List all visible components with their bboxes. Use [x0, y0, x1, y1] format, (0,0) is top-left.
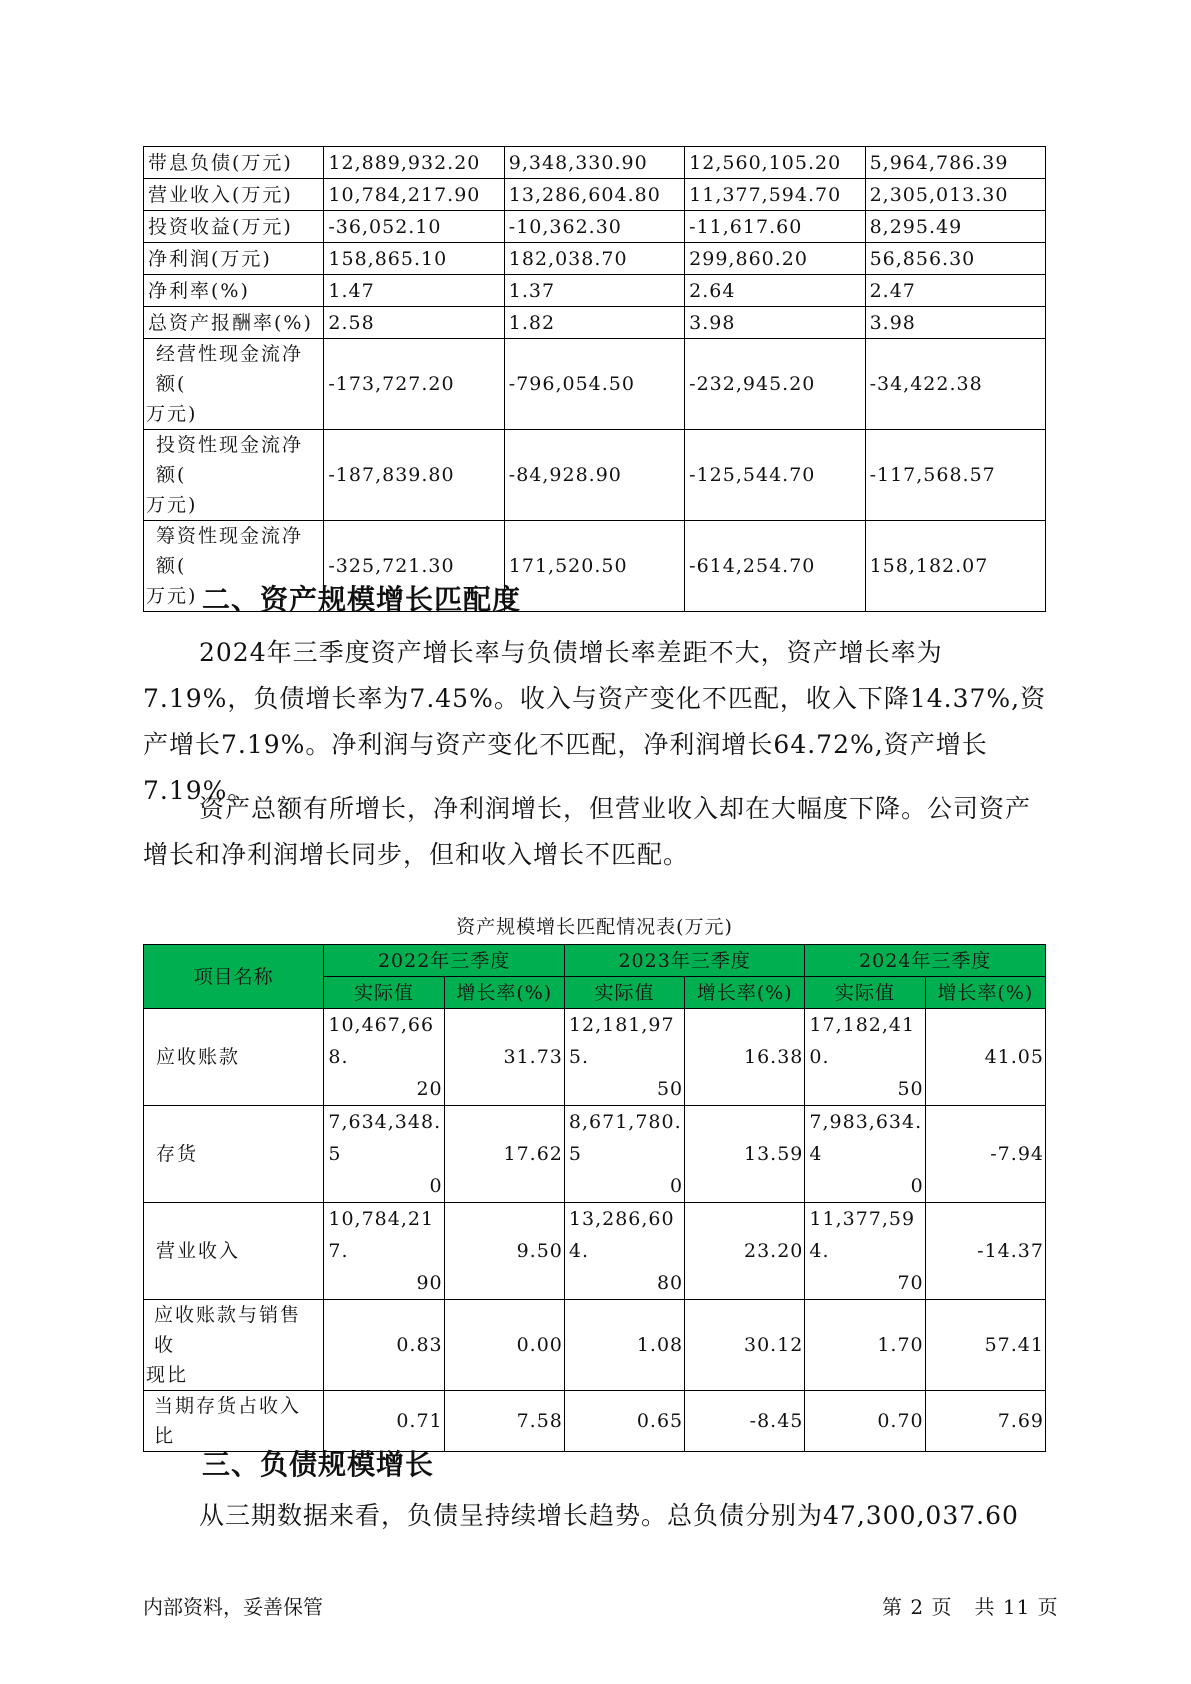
header-period-2023: 2023年三季度 [564, 945, 805, 977]
row-label-line-2: 现比 [146, 1364, 189, 1386]
actual-value-part-1: 10,784,217. [328, 1208, 435, 1262]
table-row [144, 211, 1046, 243]
row-label: 净利率(%) [144, 275, 324, 307]
row-label: 存货 [144, 1106, 324, 1203]
asset-growth-paragraph-2: 资产总额有所增长，净利润增长，但营业收入却在大幅度下降。公司资产增长和净利润增长同步，但和收入增长不匹配。 [143, 794, 1032, 869]
actual-value-part-1: 10,467,668. [328, 1014, 435, 1068]
table-cell: 1.37 [504, 275, 684, 307]
table-cell: 0.00 [444, 1300, 564, 1391]
footer-page-number: 第 2 页 共 11 页 [882, 1595, 1059, 1619]
table-cell: -173,727.20 [324, 339, 504, 430]
actual-value-part-1: 17,182,410. [809, 1014, 916, 1068]
table-cell: 171,520.50 [504, 521, 684, 612]
actual-value-part-1: 13,286,604. [568, 1208, 675, 1262]
actual-value-cell [564, 1106, 684, 1203]
actual-value-part-2: 0 [429, 1175, 443, 1197]
header-actual: 实际值 [324, 977, 444, 1009]
actual-value-part-2: 20 [416, 1078, 443, 1100]
row-label-line-1: 筹资性现金流净额( [156, 525, 304, 577]
header-growth: 增长率(%) [925, 977, 1045, 1009]
financial-indicators-table [143, 146, 1046, 612]
actual-value-part-2: 80 [656, 1272, 684, 1294]
table-cell: -84,928.90 [504, 430, 684, 521]
table-cell: 1.08 [564, 1300, 684, 1391]
table-cell: 7.58 [444, 1391, 564, 1452]
growth-rate-cell: 31.73 [444, 1009, 564, 1106]
table-cell: 9,348,330.90 [504, 147, 684, 179]
table-cell: 1.82 [504, 307, 684, 339]
table-cell: 7.69 [925, 1391, 1045, 1452]
table-cell: 8,295.49 [865, 211, 1045, 243]
row-label: 营业收入 [144, 1203, 324, 1300]
actual-value-cell [324, 1203, 444, 1300]
table-cell: 11,377,594.70 [685, 179, 865, 211]
actual-value-part-1: 8,671,780.5 [568, 1111, 682, 1165]
table-cell: -614,254.70 [685, 521, 865, 612]
actual-value-part-1: 7,634,348.5 [328, 1111, 442, 1165]
table-cell: 57.41 [925, 1300, 1045, 1391]
table-cell: 13,286,604.80 [504, 179, 684, 211]
row-label-line-2: 万元) [146, 403, 198, 425]
table-cell: 3.98 [865, 307, 1045, 339]
header-actual: 实际值 [564, 977, 684, 1009]
row-label: 营业收入(万元) [144, 179, 324, 211]
actual-value-part-2: 0 [670, 1175, 684, 1197]
actual-value-part-2: 70 [897, 1272, 924, 1294]
table-cell: 2,305,013.30 [865, 179, 1045, 211]
row-label: 应收账款 [144, 1009, 324, 1106]
actual-value-part-1: 11,377,594. [809, 1208, 916, 1262]
actual-value-part-2: 0 [910, 1175, 924, 1197]
table-cell: 0.70 [805, 1391, 925, 1452]
growth-rate-cell: 41.05 [925, 1009, 1045, 1106]
table-row [144, 1203, 1046, 1300]
header-growth: 增长率(%) [685, 977, 805, 1009]
actual-value-part-2: 50 [656, 1078, 684, 1100]
row-label-line-2: 万元) [146, 494, 198, 516]
table-cell: 182,038.70 [504, 243, 684, 275]
actual-value-cell [805, 1106, 925, 1203]
row-label: 总资产报酬率(%) [144, 307, 324, 339]
table-row [144, 275, 1046, 307]
footer-confidential-note: 内部资料，妥善保管 [143, 1595, 323, 1619]
table-cell: -8.45 [685, 1391, 805, 1452]
section-heading-asset-growth: 二、资产规模增长匹配度 [202, 583, 522, 616]
table-cell: 56,856.30 [865, 243, 1045, 275]
header-period-2024: 2024年三季度 [805, 945, 1046, 977]
table-cell: 0.71 [324, 1391, 444, 1452]
table-row [144, 1106, 1046, 1203]
header-actual: 实际值 [805, 977, 925, 1009]
asset-growth-paragraph-1: 2024年三季度资产增长率与负债增长率差距不大，资产增长率为7.19%，负债增长率为7.45%。收入与资产变化不匹配，收入下降14.37%,资产增长7.19%。净利润与资产变化不匹配，净利润增长64.72%,资产增长7.19%。 [143, 638, 1047, 805]
row-label [144, 339, 324, 430]
header-item-name: 项目名称 [144, 945, 324, 1009]
row-label: 投资收益(万元) [144, 211, 324, 243]
table-row [144, 179, 1046, 211]
table-cell: 12,560,105.20 [685, 147, 865, 179]
table-cell: 0.83 [324, 1300, 444, 1391]
table-cell: -11,617.60 [685, 211, 865, 243]
row-label-line-1: 经营性现金流净额( [156, 343, 304, 395]
table-row [144, 1300, 1046, 1391]
row-label: 净利润(万元) [144, 243, 324, 275]
actual-value-part-2: 90 [416, 1272, 443, 1294]
row-label-line-1: 应收账款与销售收 [154, 1304, 302, 1356]
row-label-line-2: 万元) [146, 585, 198, 607]
actual-value-part-2: 50 [897, 1078, 924, 1100]
table-cell: 0.65 [564, 1391, 684, 1452]
table-cell: 158,865.10 [324, 243, 504, 275]
table-row [144, 307, 1046, 339]
table-row [144, 243, 1046, 275]
table-row [144, 339, 1046, 430]
table-cell: -325,721.30 [324, 521, 504, 612]
table-cell: -36,052.10 [324, 211, 504, 243]
growth-rate-cell: 9.50 [444, 1203, 564, 1300]
table-cell: -125,544.70 [685, 430, 865, 521]
actual-value-cell [564, 1203, 684, 1300]
table-cell: -187,839.80 [324, 430, 504, 521]
table-row [144, 1009, 1046, 1106]
actual-value-cell [564, 1009, 684, 1106]
table-cell: -117,568.57 [865, 430, 1045, 521]
actual-value-cell [805, 1009, 925, 1106]
table-cell: 12,889,932.20 [324, 147, 504, 179]
table-cell: 3.98 [685, 307, 865, 339]
growth-rate-cell: -14.37 [925, 1203, 1045, 1300]
liability-growth-paragraph: 从三期数据来看，负债呈持续增长趋势。总负债分别为47,300,037.60 [199, 1501, 1019, 1530]
table-cell: -796,054.50 [504, 339, 684, 430]
growth-rate-cell: -7.94 [925, 1106, 1045, 1203]
header-period-2022: 2022年三季度 [324, 945, 565, 977]
actual-value-part-1: 12,181,975. [568, 1014, 675, 1068]
row-label-line-1: 投资性现金流净额( [156, 434, 304, 486]
actual-value-cell [324, 1009, 444, 1106]
header-growth: 增长率(%) [444, 977, 564, 1009]
actual-value-cell [324, 1106, 444, 1203]
growth-rate-cell: 17.62 [444, 1106, 564, 1203]
row-label [144, 430, 324, 521]
growth-rate-cell: 13.59 [685, 1106, 805, 1203]
table-cell: -232,945.20 [685, 339, 865, 430]
table-cell: 2.64 [685, 275, 865, 307]
growth-rate-cell: 16.38 [685, 1009, 805, 1106]
table-cell: -10,362.30 [504, 211, 684, 243]
table-cell: 10,784,217.90 [324, 179, 504, 211]
table-cell: 2.47 [865, 275, 1045, 307]
table-cell: 1.47 [324, 275, 504, 307]
table-cell: 299,860.20 [685, 243, 865, 275]
actual-value-part-1: 7,983,634.4 [809, 1111, 923, 1165]
table-caption: 资产规模增长匹配情况表(万元) [456, 916, 733, 938]
table-cell: 158,182.07 [865, 521, 1045, 612]
row-label: 当期存货占收入比 [144, 1391, 324, 1452]
growth-rate-cell: 23.20 [685, 1203, 805, 1300]
table-cell: 30.12 [685, 1300, 805, 1391]
row-label: 带息负债(万元) [144, 147, 324, 179]
asset-growth-match-table [143, 944, 1046, 1452]
table-cell: 2.58 [324, 307, 504, 339]
table-row [144, 430, 1046, 521]
table-cell: 1.70 [805, 1300, 925, 1391]
section-heading-liability-growth: 三、负债规模增长 [202, 1448, 435, 1481]
table-row [144, 147, 1046, 179]
table-cell: -34,422.38 [865, 339, 1045, 430]
table-cell: 5,964,786.39 [865, 147, 1045, 179]
row-label [144, 1300, 324, 1391]
actual-value-cell [805, 1203, 925, 1300]
